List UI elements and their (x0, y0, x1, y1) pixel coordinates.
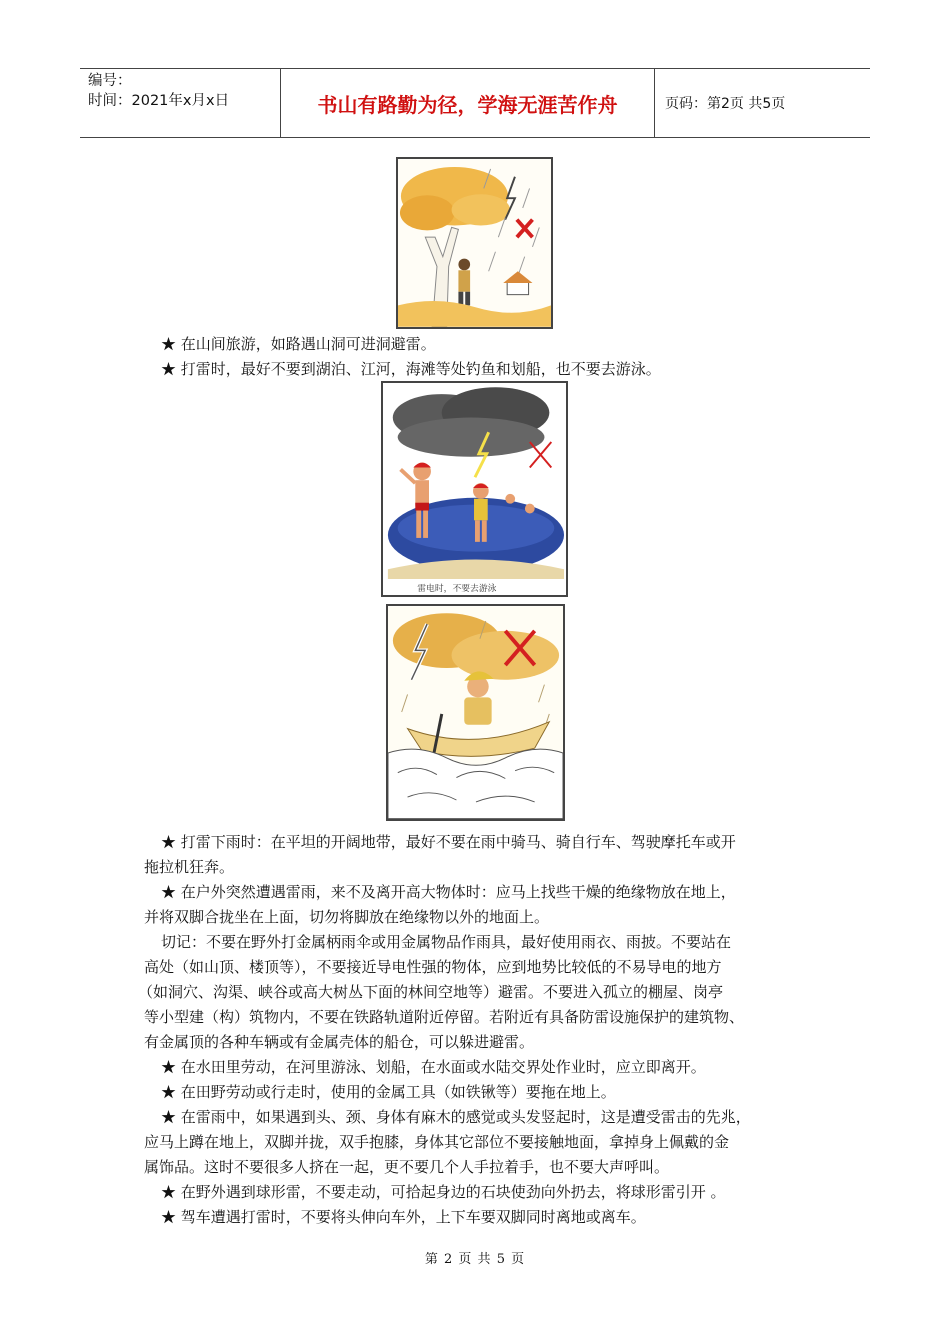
header-page-code: 页码：第2页 共5页 (665, 96, 786, 112)
page-footer: 第 2 页 共 5 页 (424, 1252, 526, 1267)
boat-lightning-illustration (386, 604, 565, 821)
text-line: 有金属顶的各种车辆或有金属壳体的船仓，可以躲进避雷。 (144, 1033, 535, 1051)
header-meta-cell (80, 69, 281, 137)
text-line: （如洞穴、沟渠、峡谷或高大树丛下面的林间空地等）避雷。不要进入孤立的棚屋、岗亭 (138, 983, 724, 1001)
document-header (80, 68, 870, 138)
text-line: ★ 打雷下雨时：在平坦的开阔地带，最好不要在雨中骑马、骑自行车、驾驶摩托车或开 (161, 833, 736, 851)
number-label: 编号： (88, 73, 132, 89)
text-line: ★ 在雷雨中，如果遇到头、颈、身体有麻木的感觉或头发竖起时，这是遭受雷击的先兆， (161, 1108, 751, 1126)
swimming-thunderstorm-illustration (381, 381, 568, 597)
text-line: ★ 驾车遭遇打雷时，不要将头伸向车外，上下车要双脚同时离地或离车。 (161, 1208, 646, 1226)
text-line: 高处（如山顶、楼顶等），不要接近导电性强的物体，应到地势比较低的不易导电的地方 (144, 958, 722, 976)
text-line: ★ 在山间旅游，如路遇山洞可进洞避雷。 (161, 335, 436, 353)
tree-lightning-illustration (396, 157, 553, 329)
text-line: 并将双脚合拢坐在上面，切勿将脚放在绝缘物以外的地面上。 (144, 908, 550, 926)
text-line: 拖拉机狂奔。 (144, 858, 235, 876)
header-motto: 书山有路勤为径，学海无涯苦作舟 (281, 69, 655, 137)
text-line: ★ 在田野劳动或行走时，使用的金属工具（如铁锹等）要拖在地上。 (161, 1083, 616, 1101)
date-line: 时间：2021年x月x日 (88, 93, 230, 109)
text-line: 属饰品。这时不要很多人挤在一起，更不要几个人手拉着手，也不要大声呼叫。 (144, 1158, 670, 1176)
text-line: ★ 在户外突然遭遇雷雨，来不及离开高大物体时：应马上找些干燥的绝缘物放在地上， (161, 883, 736, 901)
illustration-caption: 雷电时，不要去游泳 (417, 583, 497, 594)
text-line: 应马上蹲在地上，双脚并拢，双手抱膝，身体其它部位不要接触地面，拿掉身上佩戴的金 (144, 1133, 730, 1151)
text-line: 等小型建（构）筑物内，不要在铁路轨道附近停留。若附近有具备防雷设施保护的建筑物、 (144, 1008, 745, 1026)
text-line: ★ 打雷时，最好不要到湖泊、江河，海滩等处钓鱼和划船，也不要去游泳。 (161, 360, 661, 378)
text-line: ★ 在野外遇到球形雷，不要走动，可拾起身边的石块使劲向外扔去，将球形雷引开 。 (161, 1183, 726, 1201)
text-line: 切记：不要在野外打金属柄雨伞或用金属物品作雨具，最好使用雨衣、雨披。不要站在 (161, 933, 732, 951)
text-line: ★ 在水田里劳动，在河里游泳、划船，在水面或水陆交界处作业时，应立即离开。 (161, 1058, 706, 1076)
